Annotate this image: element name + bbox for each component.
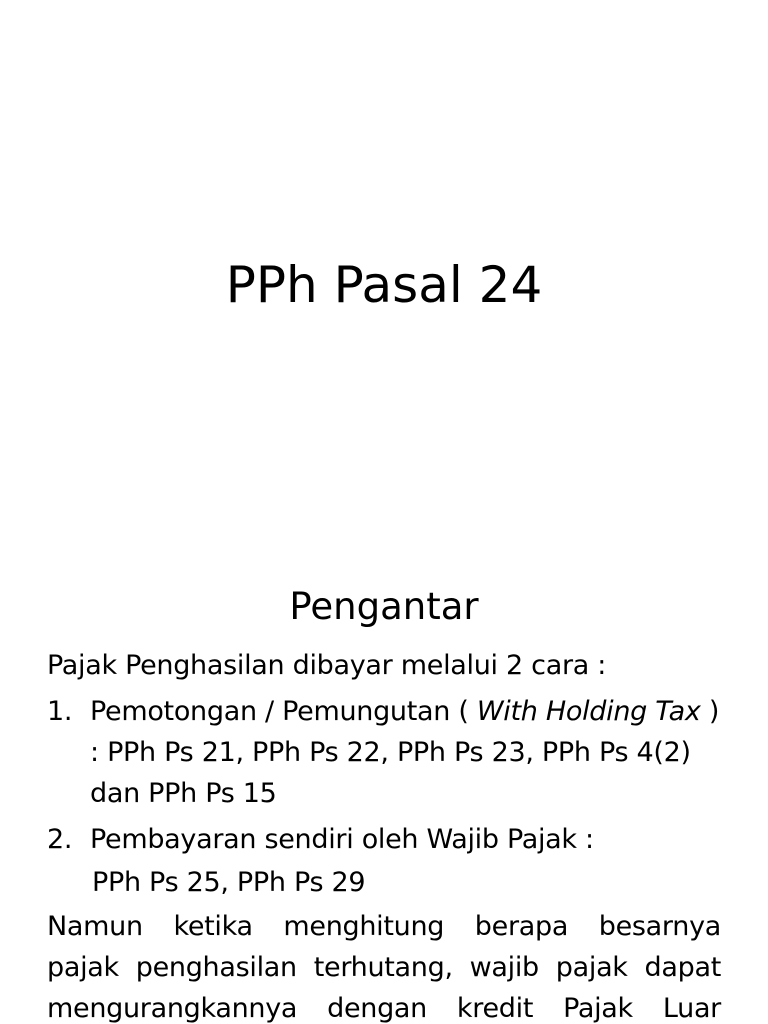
section-title: Pengantar (289, 585, 479, 628)
slide-title: PPh Pasal 24 (225, 256, 543, 314)
list-item-detail: PPh Ps 25, PPh Ps 29 (92, 867, 366, 898)
intro-text: Pajak Penghasilan dibayar melalui 2 cara : (47, 650, 607, 681)
list-item (47, 691, 721, 814)
list-number: 2. (47, 824, 73, 855)
list-item (47, 819, 721, 860)
paragraph-line: Namun ketika menghitung berapa besarnya (47, 911, 721, 942)
list-number: 1. (47, 696, 73, 727)
list-text: Pemotongan / Pemungutan ( With Holding Tax ) : PPh Ps 21, PPh Ps 22, PPh Ps 23, PPh Ps 4(2) dan PPh Ps 15 (90, 696, 720, 809)
list-text: Pembayaran sendiri oleh Wajib Pajak : (90, 824, 594, 855)
paragraph-line: pajak penghasilan terhutang, wajib pajak dapat (47, 952, 721, 983)
paragraph-line: mengurangkannya dengan kredit Pajak Luar (47, 993, 721, 1024)
italic-term: With Holding Tax (476, 696, 701, 727)
closing-paragraph (47, 906, 721, 1024)
slide-body (47, 645, 721, 1024)
